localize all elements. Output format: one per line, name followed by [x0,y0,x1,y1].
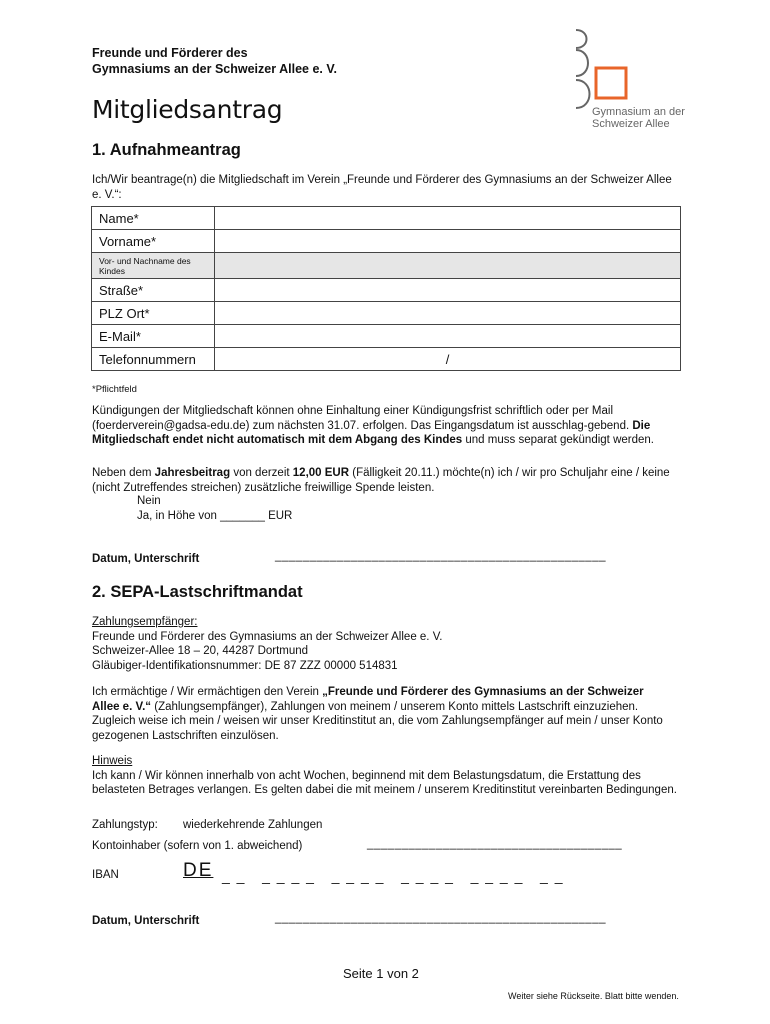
section1-heading: 1. Aufnahmeantrag [92,141,241,159]
school-logo [570,28,710,138]
cancellation-text: Kündigungen der Mitgliedschaft können ohne Einhaltung einer Kündigungsfrist schriftlich oder per Mail (foerderverein@gadsa-edu.de) zum nächsten 31.07. erfolgen. Das Eingangsdatum ist ausschlag-gebend. Die Mitgliedschaft endet nicht automatisch mit dem Abgang des Kindes und muss separat gekündigt werden. [92,405,654,446]
payment-type-label: Zahlungstyp: [92,819,158,831]
signature-line[interactable]: ________________________________________________ [275,550,606,562]
required-note: *Pflichtfeld [92,384,137,395]
email-input[interactable] [215,325,681,348]
signature-label-2: Datum, Unterschrift [92,915,200,927]
first-name-input[interactable] [215,230,681,253]
child-name-input[interactable] [215,253,681,279]
mandate-text: Ich ermächtige / Wir ermächtigen den Verein „Freunde und Förderer des Gymnasiums an der Schweizer Allee e. V.“ (Zahlungsempfänger), Zahlungen von meinem / unserem Konto mittels Lastschrift einzuziehen. Zugleich weise ich mein / weisen wir unser Kreditinstitut an, die vom Zahlungsempfänger auf mein / unser Konto gezogenen Lastschriften einzulösen. [92,686,663,742]
option-yes-amount[interactable]: Ja, in Höhe von _______ EUR [137,510,293,522]
iban-prefix: DE [183,860,214,881]
section2-heading: 2. SEPA-Lastschriftmandat [92,583,303,601]
field-label: Vor- und Nachname des Kindes [92,253,215,279]
name-input[interactable] [215,207,681,230]
field-label: Vorname* [92,230,215,253]
hint-block: Hinweis Ich kann / Wir können innerhalb von acht Wochen, beginnend mit dem Belastungsdatum, die Erstattung des belasteten Betrages verlangen. Es gelten dabei die mit meinem / unserem Kreditinstitut vereinbarten Bedingungen. [92,755,677,796]
signature-line-2[interactable]: ________________________________________________ [275,912,606,924]
field-label: Telefonnummern [92,348,215,371]
phone-input[interactable]: / [215,348,681,371]
payee-block: Zahlungsempfänger: Freunde und Förderer des Gymnasiums an der Schweizer Allee e. V. Schweizer-Allee 18 – 20, 44287 Dortmund Gläubiger-Identifikationsnummer: DE 87 ZZZ 00000 514831 [92,616,443,672]
fee-text: Neben dem Jahresbeitrag von derzeit 12,00 EUR (Fälligkeit 20.11.) möchte(n) ich / wir pro Schuljahr eine / keine (nicht Zutreffendes streichen) zusätzliche freiwillige Spende leisten. [92,467,670,494]
section1-intro: Ich/Wir beantrage(n) die Mitgliedschaft im Verein „Freunde und Förderer des Gymnasiums an der Schweizer Allee e. V.“: [92,174,672,201]
form-row [92,253,681,279]
street-input[interactable] [215,279,681,302]
page-number: Seite 1 von 2 [343,966,419,981]
organization-name [92,45,337,77]
account-holder-line[interactable]: _____________________________________ [367,838,623,850]
form-row [92,325,681,348]
account-holder-label: Kontoinhaber (sofern von 1. abweichend) [92,840,303,852]
page-title: Mitgliedsantrag [92,95,283,124]
zip-city-input[interactable] [215,302,681,325]
logo-text: Gymnasium an der Schweizer Allee [592,106,685,130]
field-label: Straße* [92,279,215,302]
form-row [92,207,681,230]
form-row [92,230,681,253]
turn-page-note: Weiter siehe Rückseite. Blatt bitte wenden. [508,991,679,1001]
org-line-1: Freunde und Förderer des [92,46,248,60]
form-row [92,348,681,371]
iban-input[interactable]: _ _ _ _ _ _ _ _ _ _ _ _ _ _ _ _ _ _ _ _ [222,868,565,884]
signature-label: Datum, Unterschrift [92,553,200,565]
payment-type-value: wiederkehrende Zahlungen [183,819,323,831]
member-form-table [91,206,681,371]
org-line-2: Gymnasiums an der Schweizer Allee e. V. [92,62,338,76]
form-row [92,302,681,325]
form-row [92,279,681,302]
field-label: E-Mail* [92,325,215,348]
option-no[interactable]: Nein [137,495,161,507]
field-label: PLZ Ort* [92,302,215,325]
field-label: Name* [92,207,215,230]
iban-label: IBAN [92,869,119,881]
